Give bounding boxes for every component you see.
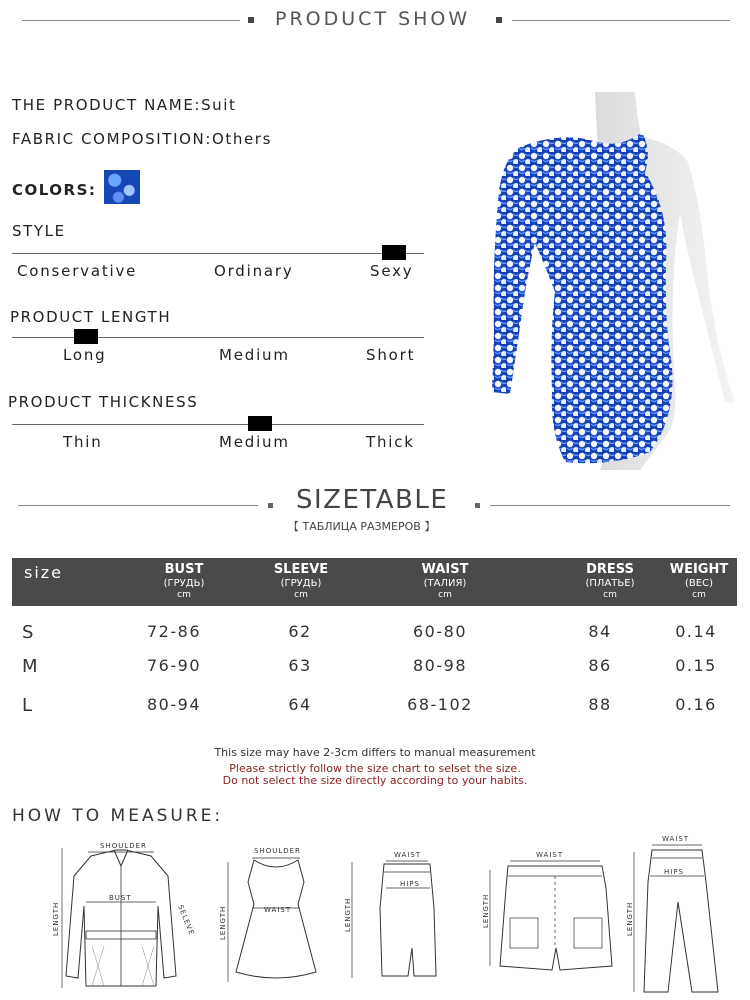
color-swatch-blue[interactable]: [104, 170, 140, 204]
length-label: LENGTH: [344, 897, 352, 932]
header-dot-right: [496, 17, 502, 23]
sizetable-rule-left: [18, 505, 258, 506]
style-marker: [382, 245, 406, 260]
cell-waist: 80-98: [413, 656, 467, 675]
style-label: STYLE: [12, 222, 66, 240]
product-name-row: [12, 96, 237, 114]
header-weight-name: WEIGHT: [669, 562, 729, 577]
header-bust-name: BUST: [164, 562, 204, 577]
hips-label: HIPS: [664, 868, 684, 876]
bust-label: BUST: [109, 894, 132, 902]
thickness-marker: [248, 416, 272, 431]
thickness-option-thin: Thin: [63, 433, 103, 451]
length-label: LENGTH: [482, 893, 490, 928]
sizetable-title: SIZETABLE: [296, 485, 449, 515]
size-warning-1: Please strictly follow the size chart to selset the size.: [229, 762, 521, 775]
style-option-conservative: Conservative: [17, 262, 138, 280]
cell-sleeve: 64: [288, 695, 312, 714]
header-bust: [152, 562, 216, 601]
product-name-value: Suit: [201, 96, 237, 114]
sizetable-dot-right: [475, 503, 480, 508]
hips-label: HIPS: [400, 880, 420, 888]
fabric-value: Others: [211, 130, 272, 148]
header-weight-sub: (ВЕС): [685, 578, 713, 589]
header-sleeve-unit: cm: [294, 590, 308, 600]
length-option-medium: Medium: [219, 346, 290, 364]
header-waist-unit: cm: [438, 590, 452, 600]
product-dress-image: [470, 92, 748, 470]
header-title: PRODUCT SHOW: [275, 8, 471, 30]
dress-body: [520, 132, 673, 463]
cell-bust: 76-90: [147, 656, 201, 675]
cell-waist: 60-80: [413, 622, 467, 641]
measurement-note: This size may have 2-3cm differs to manual measurement: [214, 746, 536, 759]
thickness-label: PRODUCT THICKNESS: [8, 393, 199, 411]
cell-waist: 68-102: [407, 695, 473, 714]
cell-weight: 0.14: [675, 622, 717, 641]
length-marker: [74, 329, 98, 344]
header-waist: [410, 562, 480, 601]
length-label: LENGTH: [219, 905, 227, 940]
header-dress-unit: cm: [603, 590, 617, 600]
shoulder-label: SHOULDER: [254, 847, 301, 855]
sizetable-dot-left: [268, 503, 273, 508]
how-to-measure-title: HOW TO MEASURE:: [12, 806, 224, 826]
cell-dress: 84: [588, 622, 612, 641]
cell-dress: 86: [588, 656, 612, 675]
cell-bust: 72-86: [147, 622, 201, 641]
fabric-row: [12, 130, 272, 148]
jacket-measure-sketch: [46, 836, 196, 996]
header-waist-sub: (ТАЛИЯ): [423, 578, 467, 589]
header-sleeve-sub: (ГРУДЬ): [280, 578, 322, 589]
cell-weight: 0.16: [675, 695, 717, 714]
length-label: PRODUCT LENGTH: [10, 308, 172, 326]
dress-measure-sketch: [214, 842, 324, 992]
waist-label: WAIST: [264, 906, 292, 914]
pants-measure-sketch: [622, 832, 732, 997]
header-rule-left: [22, 20, 240, 21]
cell-sleeve: 62: [288, 622, 312, 641]
header-size: size: [24, 563, 64, 582]
sleeve-label: SELEVE: [176, 903, 196, 937]
waist-label: WAIST: [662, 835, 690, 843]
shoulder-label: SHOULDER: [100, 842, 147, 850]
colors-label: COLORS:: [12, 181, 97, 199]
waist-label: WAIST: [394, 851, 422, 859]
cell-bust: 80-94: [147, 695, 201, 714]
style-option-sexy: Sexy: [370, 262, 414, 280]
length-label: LENGTH: [626, 901, 634, 936]
header-dress-name: DRESS: [586, 562, 634, 577]
thickness-option-thick: Thick: [366, 433, 415, 451]
thickness-scale-line: [12, 424, 424, 425]
header-dress: [572, 562, 648, 601]
product-name-label: THE PRODUCT NAME:: [12, 96, 202, 114]
header-weight: [666, 562, 732, 601]
shorts-measure-sketch: [480, 848, 620, 978]
thickness-option-medium: Medium: [219, 433, 290, 451]
header-waist-name: WAIST: [421, 562, 469, 577]
product-show-header: [0, 6, 750, 36]
header-dress-sub: (ПЛАТЬЕ): [585, 578, 635, 589]
style-scale-line: [12, 253, 424, 254]
length-option-long: Long: [63, 346, 107, 364]
header-sleeve-name: SLEEVE: [273, 562, 329, 577]
row-size: L: [22, 695, 33, 716]
header-dot-left: [248, 17, 254, 23]
header-rule-right: [512, 20, 730, 21]
sizetable-rule-right: [490, 505, 730, 506]
cell-sleeve: 63: [288, 656, 312, 675]
header-sleeve: [266, 562, 336, 601]
length-option-short: Short: [366, 346, 416, 364]
cell-dress: 88: [588, 695, 612, 714]
skirt-measure-sketch: [342, 848, 442, 998]
row-size: S: [22, 622, 34, 643]
header-bust-unit: cm: [177, 590, 191, 600]
row-size: M: [22, 656, 38, 677]
style-option-ordinary: Ordinary: [214, 262, 294, 280]
size-warning-2: Do not select the size directly according to your habits.: [222, 774, 528, 787]
waist-label: WAIST: [536, 851, 564, 859]
sizetable-subtitle: 【 ТАБЛИЦА РАЗМЕРОВ 】: [288, 520, 436, 533]
header-weight-unit: cm: [692, 590, 706, 600]
header-bust-sub: (ГРУДЬ): [163, 578, 205, 589]
fabric-label: FABRIC COMPOSITION:: [12, 130, 212, 148]
cell-weight: 0.15: [675, 656, 717, 675]
length-label: LENGTH: [52, 901, 60, 936]
